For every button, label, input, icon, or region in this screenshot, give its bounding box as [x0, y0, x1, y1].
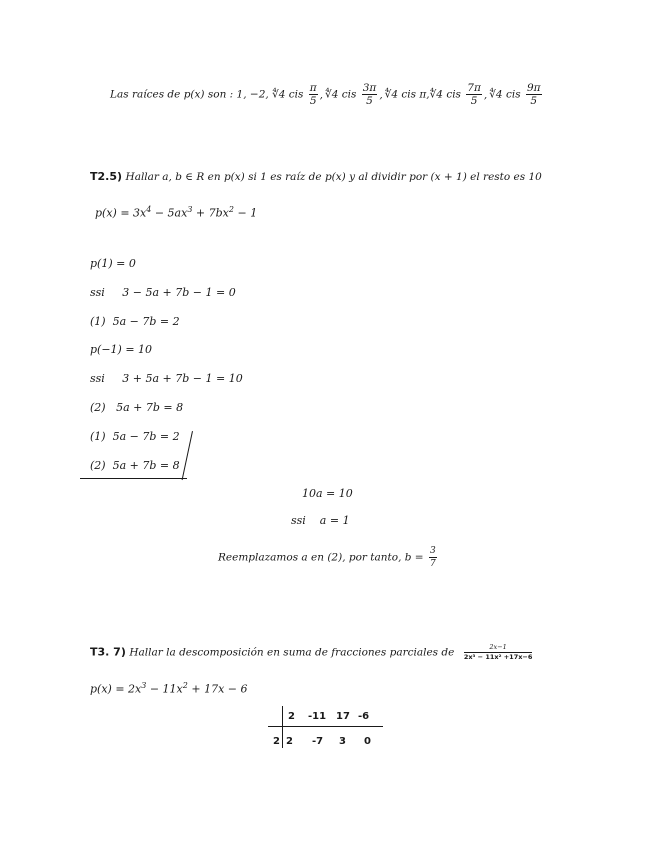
t3-statement: Hallar la descomposición en suma de fracciones parciales de	[129, 646, 455, 659]
ruffini-coef-3: 17	[336, 711, 350, 722]
ruffini-result-1: 2	[286, 736, 293, 747]
t2-line-8: (2) 5a + 7b = 8	[90, 459, 180, 472]
t3-heading-line	[90, 643, 532, 662]
radical-2: ∜4	[325, 88, 339, 101]
cis-4: cis	[446, 88, 461, 101]
t2-heading: T2.5)	[90, 170, 123, 183]
cis-pi: cis π,	[401, 88, 430, 101]
t2-sum: 10a = 10	[302, 487, 353, 500]
cis-2: cis	[341, 88, 357, 101]
ruffini-horizontal-rule	[268, 726, 383, 727]
t3-rational-fraction: $\frac{2x-1}{\text{2x³ − 11x² +17x−6}}$	[463, 643, 533, 661]
fraction-b: $\frac{3}{7}$	[429, 546, 436, 569]
ruffini-result-4: 0	[364, 736, 371, 747]
t2-line-4: p(−1) = 10	[90, 343, 153, 356]
cis-1: cis	[288, 88, 304, 101]
t2-line-2: ssi 3 − 5a + 7b − 1 = 0	[90, 286, 236, 299]
t2-replace-line	[218, 545, 439, 570]
ruffini-coef-1: 2	[288, 711, 295, 722]
fraction-pi-5: $\frac{\pi}{5}$	[309, 82, 317, 107]
roots-label: Las raíces de p(x) son : 1, −2,	[110, 88, 273, 101]
fraction-9pi-5: $\frac{9\pi}{5}$	[526, 82, 541, 107]
t2-statement: Hallar a, b ∈ R en p(x) si 1 es raíz de p(x) y al dividir por (x + 1) el resto es 10	[125, 171, 542, 183]
t3-polynomial: $p(x) = 2x^3 - 11x^2 + 17x - 6$	[90, 681, 248, 696]
t2-line-5: ssi 3 + 5a + 7b − 1 = 10	[90, 372, 243, 385]
ruffini-coef-4: -6	[358, 711, 370, 722]
t2-line-1: p(1) = 0	[90, 257, 136, 270]
t2-replace-text: Reemplazamos a en (2), por tanto, b =	[218, 551, 424, 564]
t2-line-7: (1) 5a − 7b = 2	[90, 430, 180, 443]
t2-result: ssi a = 1	[291, 514, 350, 527]
radical-5: ∜4	[489, 88, 503, 101]
t2-line-6: (2) 5a + 7b = 8	[90, 401, 184, 414]
ruffini-root: 2	[273, 736, 280, 747]
fraction-7pi-5: $\frac{7\pi}{5}$	[467, 82, 481, 107]
fraction-3pi-5: $\frac{3\pi}{5}$	[362, 82, 377, 107]
radical-3: ∜4	[384, 88, 399, 101]
t2-line-3: (1) 5a − 7b = 2	[90, 315, 180, 328]
cis-5: cis	[505, 88, 521, 101]
sum-rule-slash	[182, 431, 193, 480]
ruffini-result-3: 3	[339, 736, 346, 747]
radical-1: ∜4	[272, 88, 286, 101]
t3-heading: T3. 7)	[90, 645, 126, 659]
t2-polynomial: $p(x) = 3x^4 - 5ax^3 + 7bx^2 - 1$	[95, 205, 258, 220]
ruffini-vertical-rule	[282, 706, 283, 748]
ruffini-coef-2: -11	[308, 711, 327, 722]
t2-heading-line	[90, 170, 542, 184]
ruffini-result-2: -7	[312, 736, 324, 747]
radical-4: ∜4	[429, 88, 443, 101]
sum-rule-horizontal	[80, 478, 187, 479]
roots-line: Las raíces de p(x) son : 1, −2, ∜4 cis $\frac{\pi}{5}$ , ∜4 cis $\frac{3\pi}{5}$ , ∜4 cis π,∜4 cis $\frac{7\pi}{5}$ , ∜4 cis $\frac{9\pi}{5}$	[110, 82, 541, 107]
